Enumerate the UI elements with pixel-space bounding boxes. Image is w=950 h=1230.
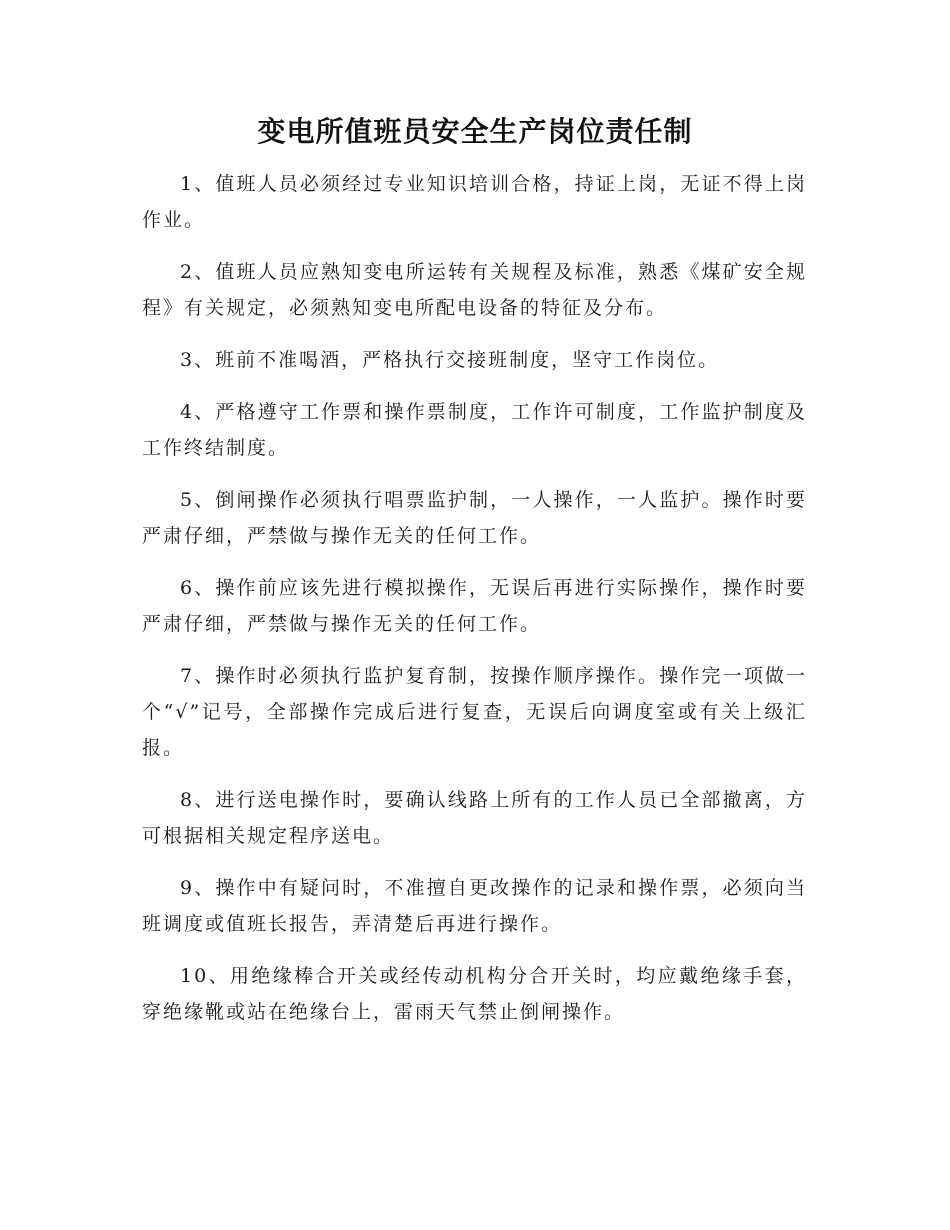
paragraph-2: 2、值班人员应熟知变电所运转有关规程及标准，熟悉《煤矿安全规程》有关规定，必须熟知变电所配电设备的特征及分布。 bbox=[142, 261, 807, 319]
paragraph-3: 3、班前不准喝酒，严格执行交接班制度，坚守工作岗位。 bbox=[180, 349, 720, 371]
document-body bbox=[142, 166, 807, 1046]
paragraph-1: 1、值班人员必须经过专业知识培训合格，持证上岗，无证不得上岗作业。 bbox=[142, 173, 807, 231]
paragraph-5: 5、倒闸操作必须执行唱票监护制，一人操作，一人监护。操作时要严肃仔细，严禁做与操作无关的任何工作。 bbox=[142, 489, 807, 547]
document-title: 变电所值班员安全生产岗位责任制 bbox=[257, 115, 693, 148]
paragraph-10: 10、用绝缘棒合开关或经传动机构分合开关时，均应戴绝缘手套，穿绝缘靴或站在绝缘台上，雷雨天气禁止倒闸操作。 bbox=[142, 965, 807, 1023]
paragraph-9: 9、操作中有疑问时，不准擅自更改操作的记录和操作票，必须向当班调度或值班长报告，弄清楚后再进行操作。 bbox=[142, 877, 807, 935]
paragraph-6: 6、操作前应该先进行模拟操作，无误后再进行实际操作，操作时要严肃仔细，严禁做与操作无关的任何工作。 bbox=[142, 577, 807, 635]
paragraph-4: 4、严格遵守工作票和操作票制度，工作许可制度，工作监护制度及工作终结制度。 bbox=[142, 401, 807, 459]
paragraph-8: 8、进行送电操作时，要确认线路上所有的工作人员已全部撤离，方可根据相关规定程序送电。 bbox=[142, 789, 807, 847]
paragraph-7: 7、操作时必须执行监护复育制，按操作顺序操作。操作完一项做一个“√”记号，全部操作完成后进行复查，无误后向调度室或有关上级汇报。 bbox=[142, 665, 807, 759]
